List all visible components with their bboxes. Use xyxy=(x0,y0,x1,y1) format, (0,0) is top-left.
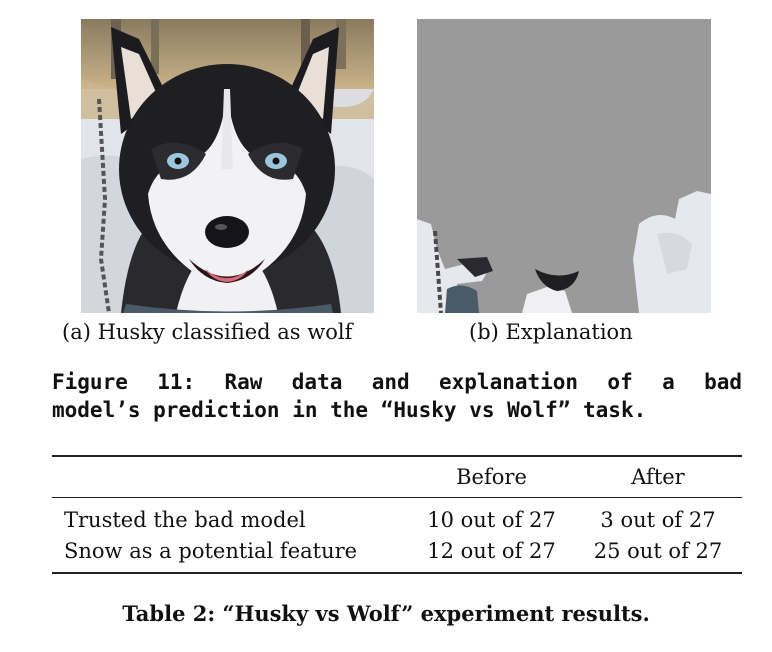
table-header-row xyxy=(52,456,742,498)
explanation-image xyxy=(417,19,711,313)
header-cell: After xyxy=(631,465,685,489)
table-cell: 25 out of 27 xyxy=(593,538,723,563)
header-cell xyxy=(52,456,409,498)
subfigure-a-caption: (a) Husky classified as wolf xyxy=(62,320,353,344)
table-row xyxy=(52,535,742,573)
subfigure-b-caption: (b) Explanation xyxy=(469,320,633,344)
table-cell: 12 out of 27 xyxy=(427,538,556,563)
row-label: Snow as a potential feature xyxy=(64,538,358,563)
header-cell: Before xyxy=(456,465,527,489)
results-table xyxy=(52,455,742,574)
row-label: Trusted the bad model xyxy=(64,507,306,532)
table-caption: Table 2: “Husky vs Wolf” experiment results. xyxy=(122,601,650,626)
husky-photo-illustration xyxy=(81,19,374,313)
table-cell: 10 out of 27 xyxy=(427,507,556,532)
figure-caption-line-2: model’s prediction in the “Husky vs Wolf” task. xyxy=(52,398,647,422)
figure-caption xyxy=(52,368,742,424)
table-cell: 3 out of 27 xyxy=(600,507,716,532)
explanation-mask-illustration xyxy=(417,19,711,313)
figure-caption-line-1: Figure 11: Raw data and explanation of a bad xyxy=(52,370,742,394)
husky-image xyxy=(81,19,374,313)
table-row xyxy=(52,498,742,536)
